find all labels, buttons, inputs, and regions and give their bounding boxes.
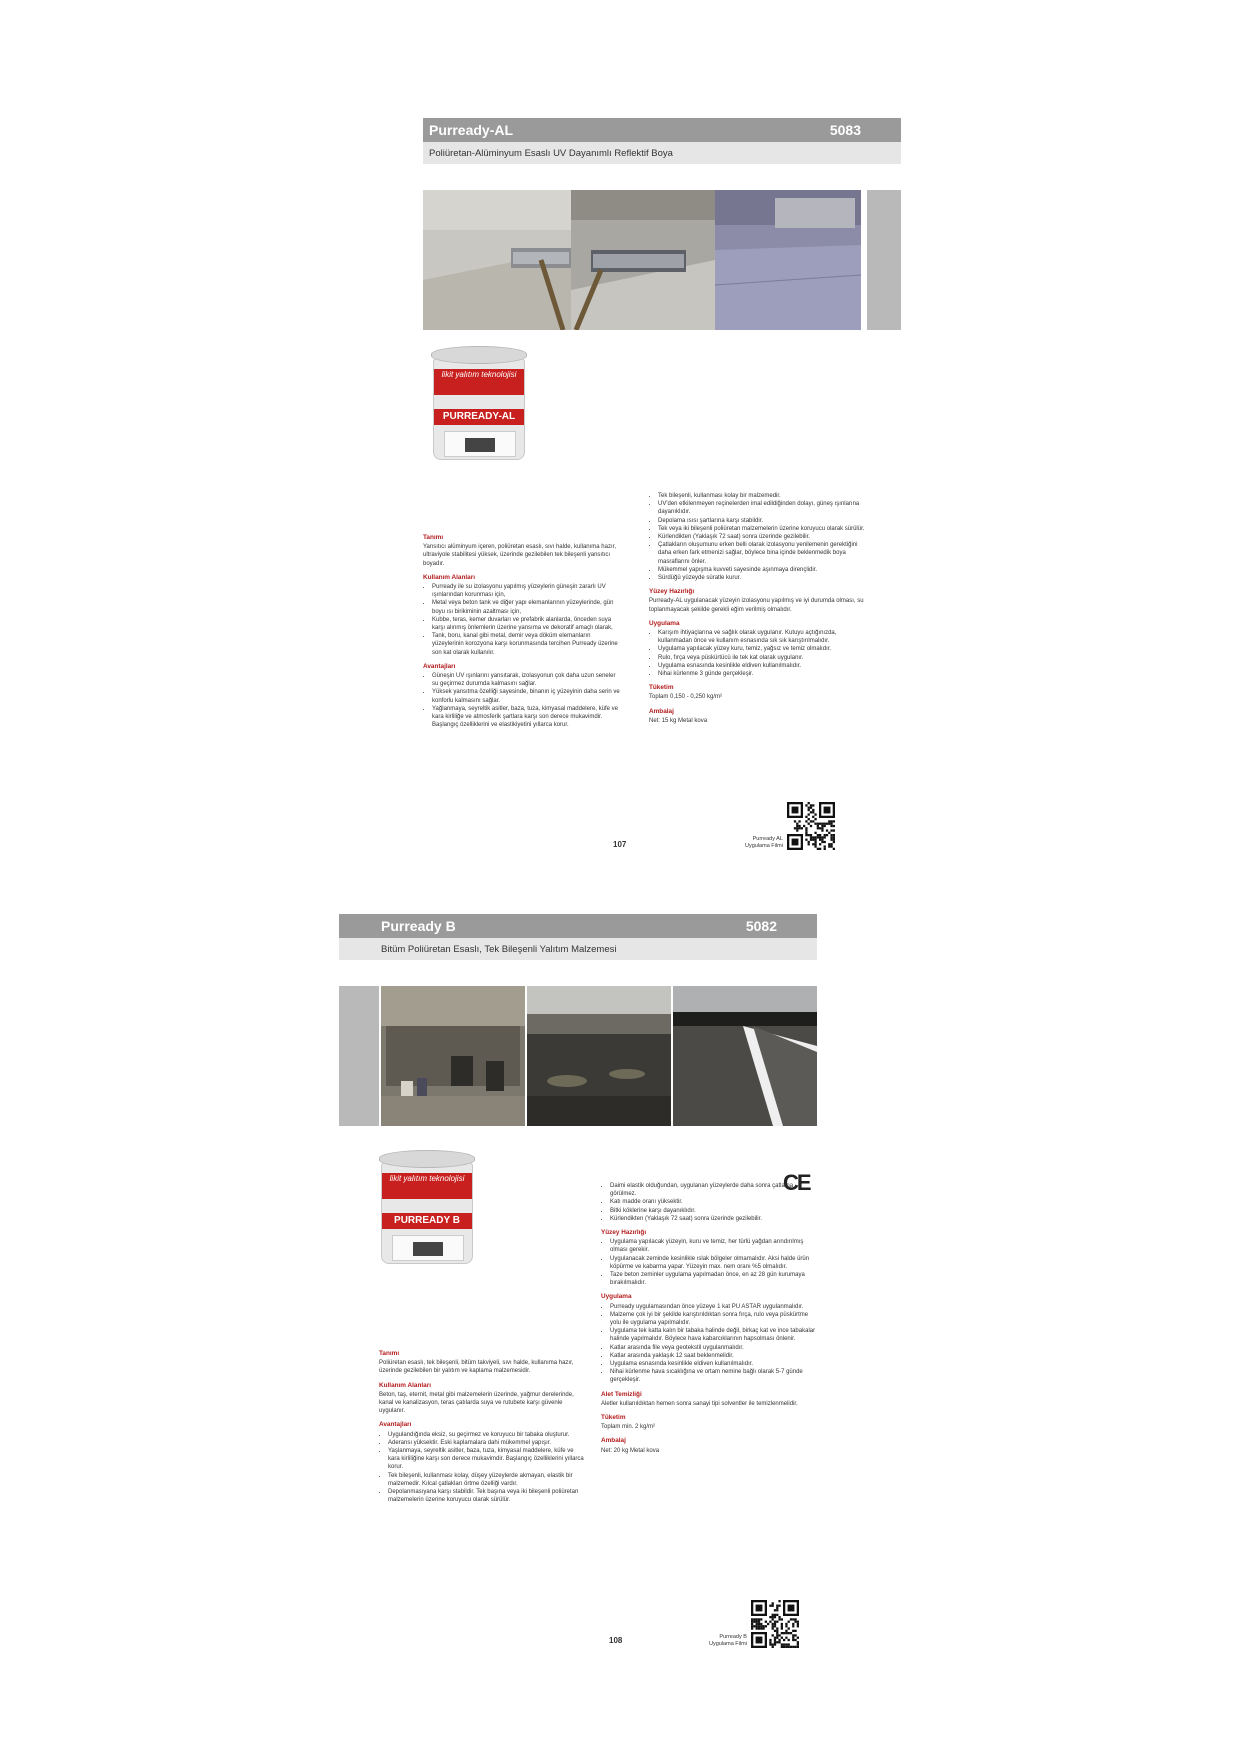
section-heading: Kullanım Alanları [423,573,475,581]
list-item: • Tank, boru, kanal gibi metal, demir veya döküm elemanların yüzeylerinin korozyona karşı korunmasında tercihen Purready üzerine son kat olarak kullanılır. [432,632,623,657]
section-text: Yansıtıcı alüminyum içeren, poliüretan esaslı, sıvı halde, kullanıma hazır, ultraviyole stabilitesi yüksek, üzerinde gezilebilen tek bileşenli yansıtıcı boyadır. [423,544,616,567]
can-body [381,1162,473,1264]
list-item: • Katı madde oranı yüksektir. [610,1198,817,1206]
can-lid [431,346,527,364]
section-heading: Tüketim [649,684,674,692]
qr-code-icon[interactable] [751,1600,799,1648]
can-body [433,358,525,460]
list-item: • UV'den etkilenmeyen reçinelerden imal edildiğinden dolayı, güneş ışınlarına dayanıklıdır. [658,500,865,516]
list-item: • Uygulandığında eksiz, su geçirmez ve koruyucu bir tabaka oluşturur. [388,1431,585,1439]
list-item: • Kubbe, teras, kemer duvarları ve prefabrik alanlarda, önceden suya karşı alınmış önlemlerin üzerine yansıma ve dekoratif amaçlı olarak, [432,616,623,632]
product-subtitle: Bitüm Poliüretan Esaslı, Tek Bileşenli Yalıtım Malzemesi [339,938,817,960]
list-item: • Nihai kürlenme hava sıcaklığına ve ortam nemine bağlı olarak 5-7 günde gerçekleşir. [610,1368,817,1384]
section-text: Aletler kullanıldıktan hemen sonra sanayi tipi solventler ile temizlenmelidir. [601,1400,798,1407]
page-number: 108 [609,1636,623,1645]
list-item: • Depolanmasıyana karşı stabildir. Tek başına veya iki bileşenli poliüretan malzemelerin üzerine koruyucu olarak sürülür. [388,1488,585,1504]
list-item: • Kürlendikten (Yaklaşık 72 saat) sonra üzerinde gezilebilir. [658,533,865,541]
product-can-image [433,346,525,464]
section-heading: Avantajları [423,662,456,670]
photo-coated-membrane [673,986,817,1126]
section-text: Beton, taş, eternit, metal gibi malzemelerin üzerinde, yağmur derelerinde, kanal ve kanalizasyon, teras çatılarda suya ve rutubete karşı güvenle uygulanır. [379,1391,574,1415]
photo-brush-application [571,190,715,330]
can-slogan: likit yalıtım teknolojisi [382,1173,472,1199]
ce-mark: CE [783,1170,810,1195]
section-text: Net: 20 kg Metal kova [601,1447,660,1454]
left-column [379,1344,585,1504]
section-heading: Tüketim [601,1414,626,1422]
product-title: Purready-AL [429,122,514,138]
list-item: • Tek veya iki bileşenli poliüretan malzemelerin üzerine koruyucu olarak sürülür. [658,525,865,533]
bullet-list [601,1182,817,1223]
list-item: • Katlar arasında file veya geotekstil uygulanmalıdır. [610,1344,817,1352]
section-heading: Yüzey Hazırlığı [601,1229,647,1237]
list-item: • Malzeme çok iyi bir şekilde karıştırıldıktan sonra fırça, rulo veya püskürtme yolu ile uygulama yapılmalıdır. [610,1311,817,1327]
section-heading: Ambalaj [649,707,674,715]
list-item: • Rulo, fırça veya püskürtücü ile tek kat olarak uygulanır. [658,654,865,662]
list-item: • Yüksek yansıtma özelliği sayesinde, binanın iç yüzeyinin daha serin ve konforlu kalmasını sağlar. [432,688,623,704]
bullet-list [649,629,865,678]
bullet-list [601,1303,817,1385]
list-item: • Yaşlanmaya, seyreltik asitler, baza, tuza, kimyasal maddelere, küfe ve kara kirliliğine karşı son derece mukavimdir. Başlangıç özelliklerini yıllarca korur. [388,1447,585,1472]
list-item: • Güneşin UV ışınlarını yansıtarak, izolasyonun çok daha uzun seneler su geçirmez durumda kalmasını sağlar. [432,672,623,688]
product-code: 5083 [829,122,861,138]
list-item: • Sürdüğü yüzeyde süratle kurur. [658,574,865,582]
list-item: • Çatlakların oluşumunu erken belli olarak izolasyonu yenilemenin gerektiğini daha erken fark etmenizi sağlar, böylece bina içinde beklenmedik boya masraflarını önler. [658,541,865,566]
list-item: • Depolama ısısı şartlarına karşı stabildir. [658,517,865,525]
section-heading: Avantajları [379,1421,412,1429]
bullet-list [601,1238,817,1287]
right-column [601,1182,817,1455]
section-heading: Tanımı [379,1350,400,1357]
list-item: • Yağlanmaya, seyreltik asitler, baza, tuza, kimyasal maddelere, küfe ve kara kirliliğe ve atmosferik şartlara karşı son derece mukavimdir. Başlangıç özelliklerini ve elastikiyetini yıllarca korur. [432,705,623,730]
decorative-gray-bar [339,986,379,1126]
product-title: Purready B [381,918,456,934]
section-heading: Ambalaj [601,1437,626,1445]
product-photo-strip [423,190,901,330]
bullet-list [379,1431,585,1505]
list-item: • Daimi elastik olduğundan, uygulanan yüzeylerde daha sonra çatlama görülmez. [610,1182,817,1198]
list-item: • Tek bileşenli, kullanması kolay bir malzemedir. [658,492,865,500]
list-item: • Taze beton zeminler uygulama yapılmadan önce, en az 28 gün kurumaya bırakılmalıdır. [610,1271,817,1287]
section-text: Purready-AL uygulanacak yüzeyin izolasyonu yapılmış ve iyi durumda olması, su toplanmayacak şekilde gerekli eğim verilmiş olmalıdır. [649,598,864,613]
qr-code-icon[interactable] [787,802,835,850]
list-item: • Uygulama yapılacak yüzey kuru, temiz, yağsız ve temiz olmalıdır. [658,645,865,653]
list-item: • Purready ile su izolasyonu yapılmış yüzeylerin güneşin zararlı UV ışınlarından korunması için, [432,583,623,599]
photo-wet-roof [527,986,671,1126]
section-heading: Uygulama [649,619,680,627]
page-number: 107 [613,840,627,849]
section-heading: Yüzey Hazırlığı [649,588,695,596]
list-item: • Uygulama tek katta kalın bir tabaka halinde değil, birkaç kat ve ince tabakalar halinde yapılmalıdır. Böylece hava kabarcıklarının hapsolması önlenir. [610,1327,817,1343]
product-photo-strip [339,986,817,1126]
product-subtitle: Poliüretan-Alüminyum Esaslı UV Dayanımlı Reflektif Boya [423,142,901,164]
catalog-page-2 [339,914,817,1647]
left-column [423,528,623,729]
section-text: Toplam 0,150 - 0,250 kg/m² [649,694,723,701]
photo-construction-site [381,986,525,1126]
list-item: • Uygulanacak zeminde kesinlikle ıslak bölgeler olmamalıdır. Aksi halde ürün köpürme ve kabarma yapar. Yüzeyin max. nem oranı %5 olmalıdır. [610,1255,817,1271]
list-item: • Uygulama yapılacak yüzeyin, kuru ve temiz, her türlü yağdan arındırılmış olması gerekir. [610,1238,817,1254]
section-heading: Tanımı [423,534,444,541]
qr-block [745,802,835,850]
product-code: 5082 [745,918,777,934]
can-label [444,431,516,457]
list-item: • Uygulama esnasında kesinlikle eldiven kullanılmalıdır. [610,1360,817,1368]
list-item: • Purready uygulamasından önce yüzeye 1 kat PU ASTAR uygulanmalıdır. [610,1303,817,1311]
can-brand: PURREADY-AL [434,409,524,425]
list-item: • Katlar arasında yaklaşık 12 saat beklenmelidir. [610,1352,817,1360]
decorative-gray-bar [867,190,901,330]
can-label [392,1235,464,1261]
section-heading: Alet Temizliği [601,1390,642,1398]
photo-coated-roof [715,190,861,330]
list-item: • Nihai kürlenme 3 günde gerçekleşir. [658,670,865,678]
section-heading: Uygulama [601,1293,632,1301]
list-item: • Kürlendikten (Yaklaşık 72 saat) sonra üzerinde gezilebilir. [610,1215,817,1223]
list-item: • Uygulama esnasında kesinlikle eldiven kullanılmalıdır. [658,662,865,670]
qr-caption: Purready AL Uygulama Filmi [745,836,783,849]
list-item: • Metal veya beton tank ve diğer yapı elemanlarının yüzeylerinde, gün boyu ısı birikiminin azaltması için, [432,599,623,615]
product-can-image [381,1150,473,1268]
can-brand: PURREADY B [382,1213,472,1229]
can-slogan: likit yalıtım teknolojisi [434,369,524,395]
list-item: • Karışım ihtiyaçlarına ve sağlık olarak uygulanır. Kutuyu açtığınızda, kullanmadan önce ve kullanım esnasında sık sık karıştırılmalıdır. [658,629,865,645]
right-column [649,492,865,725]
bullet-list [649,492,865,582]
list-item: • Bitki köklerine karşı dayanıklıdır. [610,1207,817,1215]
product-title-bar [423,118,901,142]
can-lid [379,1150,475,1168]
list-item: • Tek bileşenli, kullanması kolay, düşey yüzeylerde akmayan, elastik bir malzemedir. Kılcal çatlakları örtme özelliği vardır. [388,1472,585,1488]
list-item: • Mükemmel yapışma kuvveti sayesinde aşınmaya dirençlidir. [658,566,865,574]
section-text: Poliüretan esaslı, tek bileşenli, bitüm takviyeli, sıvı halde, kullanıma hazır, üzerinde gezilebilen bir yalıtım ve kaplama malzemesidir. [379,1360,574,1375]
photo-roller-application [423,190,571,330]
section-heading: Kullanım Alanları [379,1381,431,1389]
bullet-list [423,583,623,657]
section-text: Net: 15 kg Metal kova [649,717,708,724]
section-text: Toplam min. 2 kg/m² [601,1424,656,1431]
product-title-bar [339,914,817,938]
qr-caption: Purready B Uygulama Filmi [709,1634,747,1647]
qr-block [709,1600,799,1648]
catalog-page-1 [423,118,901,849]
bullet-list [423,672,623,729]
list-item: • Aderansı yüksektir. Eski kaplamalara dahi mükemmel yapışır. [388,1439,585,1447]
